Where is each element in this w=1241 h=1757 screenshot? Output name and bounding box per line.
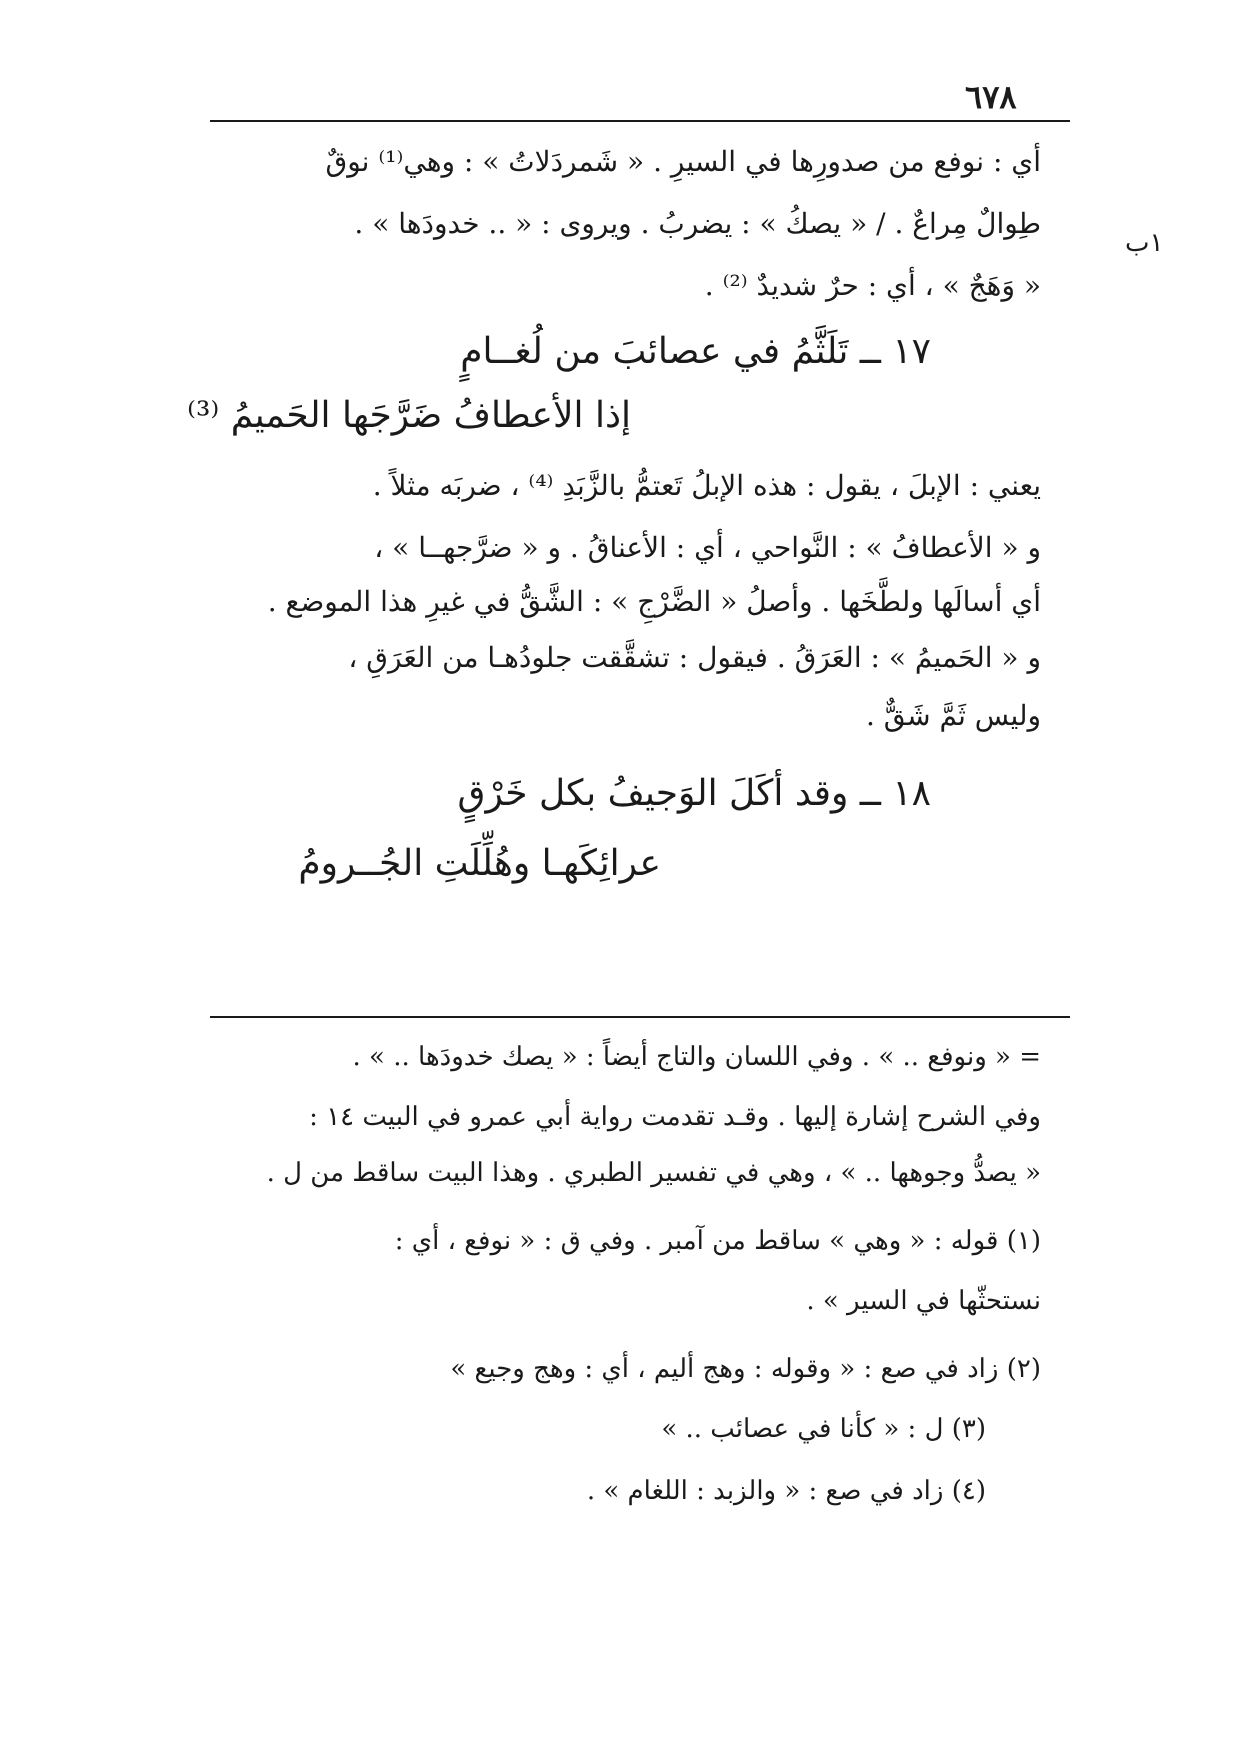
footnote-continuation-line: = « ونوفع .. » . وفي اللسان والتاج أيضاً : « يصك خدودَها .. » . [352,1042,1041,1072]
verse-18-second-hemistich: عرائِكَهـا وهُلِّلَتِ الجُــرومُ [298,843,661,884]
commentary-line: أي أسالَها ولطَّخَها . وأصلُ « الضَّرْجِ » : الشَّقُّ في غيرِ هذا الموضع . [267,585,1041,618]
header-rule [210,120,1070,122]
footnote-rule [210,1016,1070,1018]
margin-note: ١ب [1125,228,1164,258]
commentary-line: وليس ثَمَّ شَقٌّ . [865,699,1041,732]
commentary-line: أي : نوفع من صدورِها في السيرِ . « شَمردَلاتُ » : وهي⁽¹⁾ نوقٌ [325,145,1041,178]
commentary-line: يعني : الإبلَ ، يقول : هذه الإبلُ تَعتمُّ بالزَّبَدِ ⁽⁴⁾ ، ضربَه مثلاً . [372,469,1041,502]
page-number: ٦٧٨ [965,78,1017,116]
footnote-2: (٢) زاد في صع : « وقوله : وهج أليم ، أي : وهج وجيع » [450,1354,1041,1384]
footnote-3: (٣) ل : « كأنا في عصائب .. » [661,1414,986,1444]
footnote-1: (١) قوله : « وهي » ساقط من آمبر . وفي ق : « نوفع ، أي : [394,1226,1041,1256]
verse-18-first-hemistich: ١٨ ــ وقد أكَلَ الوَجيفُ بكل خَرْقٍ [457,773,931,814]
footnote-4: (٤) زاد في صع : « والزبد : اللغام » . [586,1476,986,1506]
commentary-line: و « الأعطافُ » : النَّواحي ، أي : الأعناقُ . و « ضرَّجهــا » ، [374,531,1041,564]
commentary-line: طِوالٌ مِراعٌ . / « يصكُ » : يضربُ . ويروى : « .. خدودَها » . [354,207,1041,240]
verse-17-second-hemistich: إذا الأعطافُ ضَرَّجَها الحَميمُ ⁽³⁾ [187,395,631,436]
commentary-line: « وَهَجٌ » ، أي : حرٌ شديدٌ ⁽²⁾ . [704,269,1041,302]
footnote-continuation-line: وفي الشرح إشارة إليها . وقـد تقدمت رواية أبي عمرو في البيت ١٤ : [309,1102,1041,1132]
verse-17-first-hemistich: ١٧ ــ تَلَثَّمُ في عصائبَ من لُغــامٍ [460,331,931,372]
commentary-line: و « الحَميمُ » : العَرَقُ . فيقول : تشقَّقت جلودُهـا من العَرَقِ ، [348,641,1041,674]
footnote-continuation-line: « يصدُّ وجوهها .. » ، وهي في تفسير الطبري . وهذا البيت ساقط من ل . [266,1158,1041,1188]
footnote-1-continuation: نستحثّها في السير » . [806,1286,1041,1316]
